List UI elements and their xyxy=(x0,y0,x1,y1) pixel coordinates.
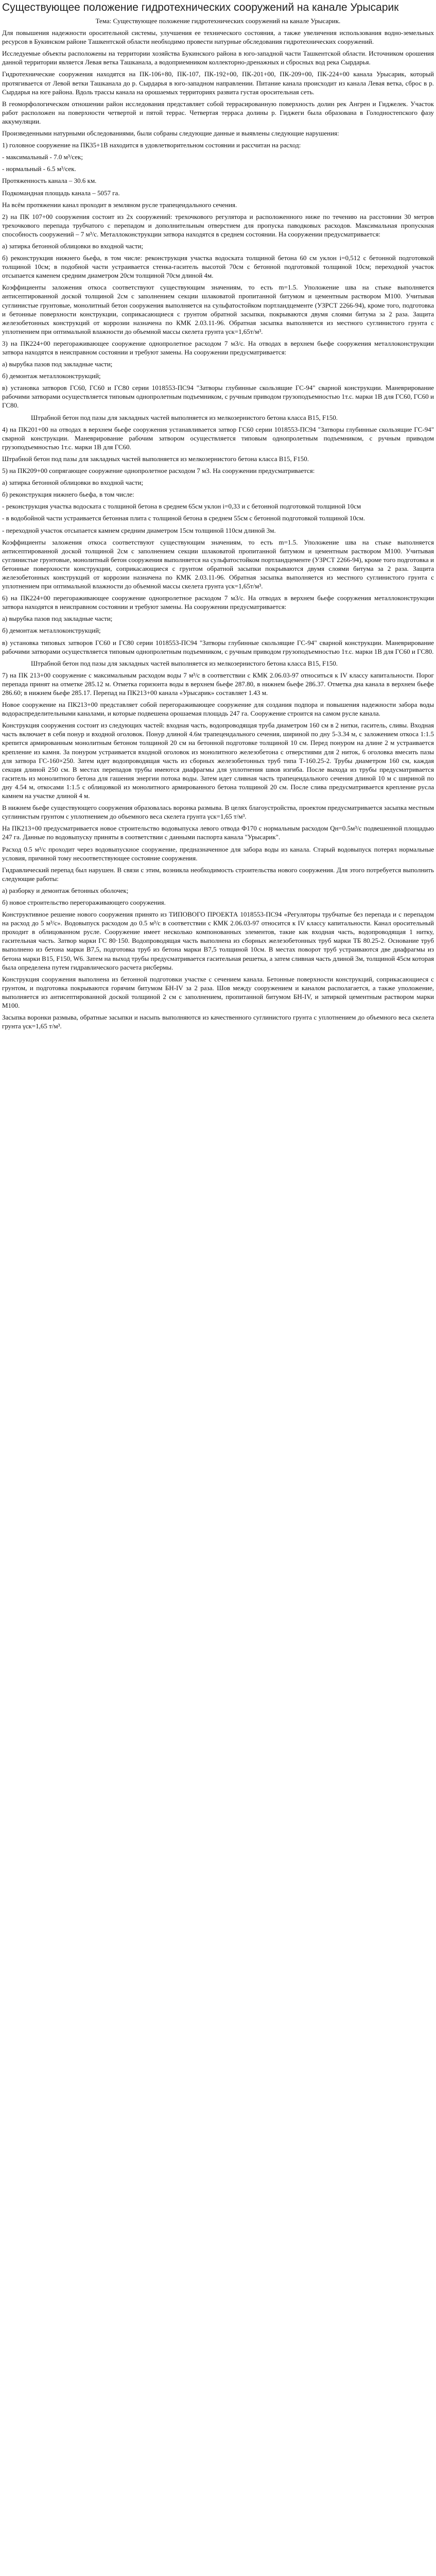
document-paragraph: 1) головное сооружение на ПК35+1В находится в удовлетворительном состоянии и рассчитан на расход: xyxy=(2,141,301,149)
document-paragraph: - в водобойной части устраивается бетонная плита с толщиной бетона в среднем 55см с бетонной подготовкой толщиной 10см. xyxy=(2,514,365,522)
document-paragraph: Коэффициенты заложения откоса соответствуют существующим значениям, то есть m=1.5. Уположение шва на стыке выполняется антисептированной доской толщиной 2см с заполнением секции шлаковатой пропитанной битумом и цементным раствором М100. Учитывая суглинистые грунтовые, монолитный бетон сооружения выполняется на сульфатостойком портландцементе (УЗРСТ 2266-94), кроме того подготовка и бетонные поверхности конструкции, соприкасающиеся с грунтом обратной засыпки покрываются двумя слоями битума за 2 раза. Защита железобетонных конструкций от коррозии назначена по КМК 2.03.11-96. Обратная засыпка выполняется из местного суглинистого грунта с уплотнением при оптимальной влажности до объемной массы скелета грунта γск=1,65т/м³. xyxy=(2,538,434,590)
document-paragraph: Гидравлический перепад был нарушен. В связи с этим, возникла необходимость строительства нового сооружения. Для этого потребуется выполнить следующие работы: xyxy=(2,866,434,883)
document-paragraph: - максимальный - 7.0 м³/сек; xyxy=(2,153,83,161)
document-title: Существующее положение гидротехнических сооружений на канале Урысарик xyxy=(2,2,399,13)
document-paragraph: 7) на ПК 213+00 сооружение с максимальным расходом воды 7 м³/с в соответствии с КМК 2.06.03-97 относиться к IV классу капитальности. Порог перепада принят на отметке 285.12 м. Отметка горизонта воды в верхнем бьефе 287.80, в нижнем бьефе 286.37. Отметка дна канала в верхнем бьефе 286.60; в нижнем бьефе 285.17. Перепад на ПК213+00 канала «Урысарик» составляет 1.43 м. xyxy=(2,671,434,697)
document-paragraph: б) реконструкция нижнего бьефа, в том числе: реконструкция участка водоската толщиной бетона 60 см уклон i=0,512 с бетонной подготовкой толщиной 10см; в подобной части устраивается стенка-гаситель высотой 70см с бетонной подготовкой толщиной 10см; переходной участок отсыпается каменем средним диаметром 20см толщиной 70см длиной 4м. xyxy=(2,254,434,280)
document-paragraph: Штрабной бетон под пазы для закладных частей выполняется из мелкозернистого бетона класса В15, F150. xyxy=(31,659,338,667)
document-paragraph: Протяженность канала – 30.6 км. xyxy=(2,177,97,185)
document-paragraph: На всём протяжении канал проходит в земляном русле трапецеидального сечения. xyxy=(2,200,237,209)
document-paragraph: Штрабной бетон под пазы для закладных частей выполняется из мелкозернистого бетона класса В15, F150. xyxy=(31,413,338,421)
document-paragraph: а) вырубка пазов под закладные части; xyxy=(2,615,113,623)
document-paragraph: - переходной участок отсыпается камнем средним диаметром 15см толщиной 110см длиной 3м. xyxy=(2,526,276,534)
document-paragraph: б) новое строительство перегораживающего сооружения. xyxy=(2,898,166,906)
document-paragraph: б) реконструкция нижнего бьефа, в том числе: xyxy=(2,490,134,499)
document-paragraph: а) затирка бетонной облицовки во входной части; xyxy=(2,479,144,487)
document-paragraph: а) разборку и демонтаж бетонных оболочек; xyxy=(2,886,129,894)
document-paragraph: Произведенными натурными обследованиями, были собраны следующие данные и выявлены следующие нарушения: xyxy=(2,129,339,138)
document-paragraph: Штрабной бетон под пазы для закладных частей выполняется из мелкозернистого бетона класса В15, F150. xyxy=(2,454,309,463)
document-paragraph: 5) на ПК209+00 сопрягающее сооружение однопролетное расходом 7 м3. На сооружении предусматривается: xyxy=(2,467,315,475)
document-paragraph: в) установка типовых затворов ГС60 и ГС80 серии 1018553-ПС94 "Затворы глубинные скользящие ГС-94" сварной конструкции. Маневрирование рабочими затворами осуществляется типовым однопролетным подъемником, с ручным приводом грузоподъемностью 1т.с. марки 1В для ГС60 и ГС80. xyxy=(2,638,434,655)
document-paragraph: 3) на ПК224+00 перегораживающее сооружение однопролетное расходом 7 м3/с. На отводах в верхнем бьефе сооружения металлоконструкции затвора находятся в неисправном состоянии и требуют замены. На сооружении предусматривается: xyxy=(2,339,434,356)
document-paragraph: В нижнем бьефе существующего сооружения образовалась воронка размыва. В целях благоустройства, проектом предусматривается засыпка местным суглинистым грунтом с уплотнением до объемного веса скелета грунта γск=1,65 т/м³. xyxy=(2,804,434,821)
document-paragraph: Гидротехнические сооружения находятся на ПК-106+80, ПК-107, ПК-192+00, ПК-201+00, ПК-209+00, ПК-224+00 канала Урысарик, который протягивается от Левой ветки Ташканала до р. Сырдарья в юго-западном направлении. Питание канала происходит из канала Левая ветка, сброс в р. Сырдарья на юге района. Вдоль трассы канала на орошаемых территориях развита густая оросительная сеть. xyxy=(2,70,434,96)
document-paragraph: б) демонтаж металлоконструкций; xyxy=(2,372,101,380)
document-paragraph: - реконструкция участка водоската с толщиной бетона в среднем 65см уклон i=0,33 и с бетонной подготовкой толщиной 10см xyxy=(2,502,361,511)
document-paragraph: Конструктивное решение нового сооружения принято из ТИПОВОГО ПРОЕКТА 1018553-ПС94 «Регуляторы трубчатые без перепада и с перепадом на расход до 5 м³/с». Водовыпуск расходом до 0.5 м³/с в соответствии с КМК 2.06.03-97 относится к IV классу капитальности. Канал оросительный проходит в облицованном русле. Сооружение имеет несколько компонованных элементов, такие как входная часть, водопроводящая 1 нитку, гасительная часть. Затвор марки ГС 80·150. Водопроводящая часть выполнена из сборных железобетонных труб марки ТБ 80.25-2. Основание труб выполнено из бетона марки В7,5, подготовка труб из бетона марки В7,5 толщиной 10см. В местах поворот труб устраиваются две диафрагмы из бетона марки В15, F150, W6. Затем на выход трубы предусматривается гасительная решетка, а затем сливная часть длиной 3м, толщиной 45см которая была определена путем гидравлического расчета рисбермы. xyxy=(2,910,434,971)
document-paragraph: а) вырубка пазов под закладные части; xyxy=(2,360,113,368)
document-paragraph: Для повышения надежности оросительной системы, улучшения ее технического состояния, а также увеличения использования водно-земельных ресурсов в Букинском районе Ташкентской области необходимо провести натурные обследования гидротехнических сооружений. xyxy=(2,29,434,46)
document-paragraph: Конструкция сооружения состоит из следующих частей: входная часть, водопроводящая труба диаметром 160 см в 2 нитки, гаситель, сливы. Входная часть включает в себя понур и входной оголовок. Понур длиной 4.6м трапецеидального сечения, шириной по дну 5-3.34 м, с заложением откоса 1:1.5 крепится армированным монолитным бетоном толщиной 20 см на бетонной подготовке толщиной 10 см. Перед понуром на длине 2 м устраивается крепление из камня. За понуром устраивается входной оголовок из монолитного железобетона с отверстиями для 2 ниток, 6 оголовка вмесить пазы для затвора ГС-160×250. Затем идет водопроводящая часть из сборных железобетонных труб типа Т-160.25-2. Трубы диаметром 160 см, каждая секция длиной 250 см. В местах перепадов трубы имеются диафрагмы для уплотнения швов изгиба. После выхода из трубы предусматривается гаситель из монолитного бетона для гашения энергии потока воды. Затем идет сливная часть трапецеидального сечения длиной 10 м с шириной по дну 4.54 м, откосами 1:1.5 с облицовкой из монолитного армированного бетона толщиной 20 см. После слива предусматривается крепление русла камнем на участке длиной 4 м. xyxy=(2,721,434,800)
document-paragraph: 2) на ПК 107+00 сооружения состоит из 2х сооружений: трехочкового регулятора и расположенного ниже по течению на расстоянии 30 метров трехочкового перепада трубчатого с перепадом и дополнительным отверстием для пропуска паводковых расходов. Максимальная пропускная способность сооружений – 7 м³/с. Металлоконструкции затвора находятся в среднем состоянии. На сооружении предусматривается: xyxy=(2,212,434,238)
document-paragraph: - нормальный - 6.5 м³/сек. xyxy=(2,165,76,173)
document-paragraph: а) затирка бетонной облицовки во входной части; xyxy=(2,242,144,250)
document-page xyxy=(0,1,436,1054)
document-paragraph: Новое сооружение на ПК213+00 представляет собой перегораживающее сооружение для создания подпора и повышения надежности забора воды водораспределительными каналами, и которые подвешена орошаемая площадь 247 га. Сооружение строится на самом русле канала. xyxy=(2,701,434,718)
document-paragraph: Исследуемые объекты расположены на территории хозяйства Букинского района в юго-западной части Ташкентской области. Источником орошения данной территории является Левая ветка Ташканала, а водоприемником коллекторно-дренажных и сбросных вод река Сырдарья. xyxy=(2,49,434,66)
document-body xyxy=(2,16,434,1030)
document-paragraph: Расход 0.5 м³/с проходит через водовыпускное сооружение, предназначенное для забора воды из канала. Старый водовыпуск потерял нормальные условия, причиной тому несоответствующее состояние сооружения. xyxy=(2,845,434,862)
document-paragraph: б) демонтаж металлоконструкций; xyxy=(2,626,101,635)
document-paragraph: Подкомандная площадь канала – 5057 га. xyxy=(2,189,120,197)
document-paragraph: Засыпка воронки размыва, обратные засыпки и насыпь выполняются из качественного суглинистого грунта с уплотнением до объемного веса скелета грунта γск=1,65 т/м³. xyxy=(2,1013,434,1030)
document-paragraph: Тема: Существующее положение гидротехнических сооружений на канале Урысарик. xyxy=(95,17,341,25)
document-paragraph: Коэффициенты заложения откоса соответствуют существующим значениям, то есть m=1.5. Уположение шва на стыке выполняется антисептированной доской толщиной 2см с заполнением секции шлаковатой пропитанной битумом и цементным раствором М100. Учитывая суглинистые грунтовые, монолитный бетон сооружения выполняется на сульфатостойком портландцементе (УЗРСТ 2266-94), кроме того, подготовка и бетонные поверхности конструкции, соприкасающиеся с грунтом обратной засыпки, покрываются двумя слоями битума за 2 раза. Защита железобетонных конструкций от коррозии назначена по КМК 2.03.11-96. Обратная засыпка выполняется из местного суглинистого грунта с уплотнением при оптимальной влажности до объемной массы скелета грунта γск=1,65т/м³. xyxy=(2,283,434,335)
document-paragraph: На ПК213+00 предусматривается новое строительство водовыпуска левого отвода Ф170 с нормальным расходом Qн=0.5м³/с подвешенной площадью 247 га. Данные по водовыпуску приняты в соответствии с данными паспорта канала "Урысарик". xyxy=(2,824,434,841)
document-paragraph: Конструкция сооружения выполнена из бетонной подготовки участке с сечением канала. Бетонные поверхности конструкций, соприкасающиеся с грунтом, и подготовка покрываются горячим битумом БН-IV за 2 раза. Шов между сооружением и каналом располагается, а также уположение, выполняется из антисептированной доской толщиной 2 см с заполнением, пропитанной битумом БН-IV, и затиркой цементным раствором марки М100. xyxy=(2,975,434,1009)
document-paragraph: в) установка затворов ГС60, ГС60 и ГС80 серии 1018553-ПС94 "Затворы глубинные скользящие ГС-94" сварной конструкции. Маневрирование рабочими затворами осуществляется типовым однопролетным подъемником, с ручным приводом грузоподъемностью 1т.с. марки 1В для ГС60, ГС60 и ГС80. xyxy=(2,384,434,410)
document-paragraph: В геоморфологическом отношении район исследования представляет собой террасированную поверхность долин рек Ангрен и Гиджелек. Участок работ расположен на поверхности четвертой и пятой террас. Четвертая терраса долины р. Гиджеги была образована в Голодностепского фазу аккумуляции. xyxy=(2,99,434,125)
document-paragraph: 6) на ПК224+00 перегораживающее сооружение однопролетное расходом 7 м3/с. На отводах в верхнем бьефе сооружения металлоконструкции затвора находятся в неисправном состоянии и требуют замены. На сооружении предусматривается: xyxy=(2,594,434,611)
document-paragraph: 4) на ПК201+00 на отводах в верхнем бьефе сооружения устанавливается затвор ГС60 серии 1018553-ПС94 "Затворы глубинные скользящие ГС-94" сварной конструкции. Маневрирование рабочим затвором осуществляется типовым однопролетным подъемником, с ручным приводом грузоподъемностью 1т.с. марки 1В для ГС60. xyxy=(2,425,434,451)
